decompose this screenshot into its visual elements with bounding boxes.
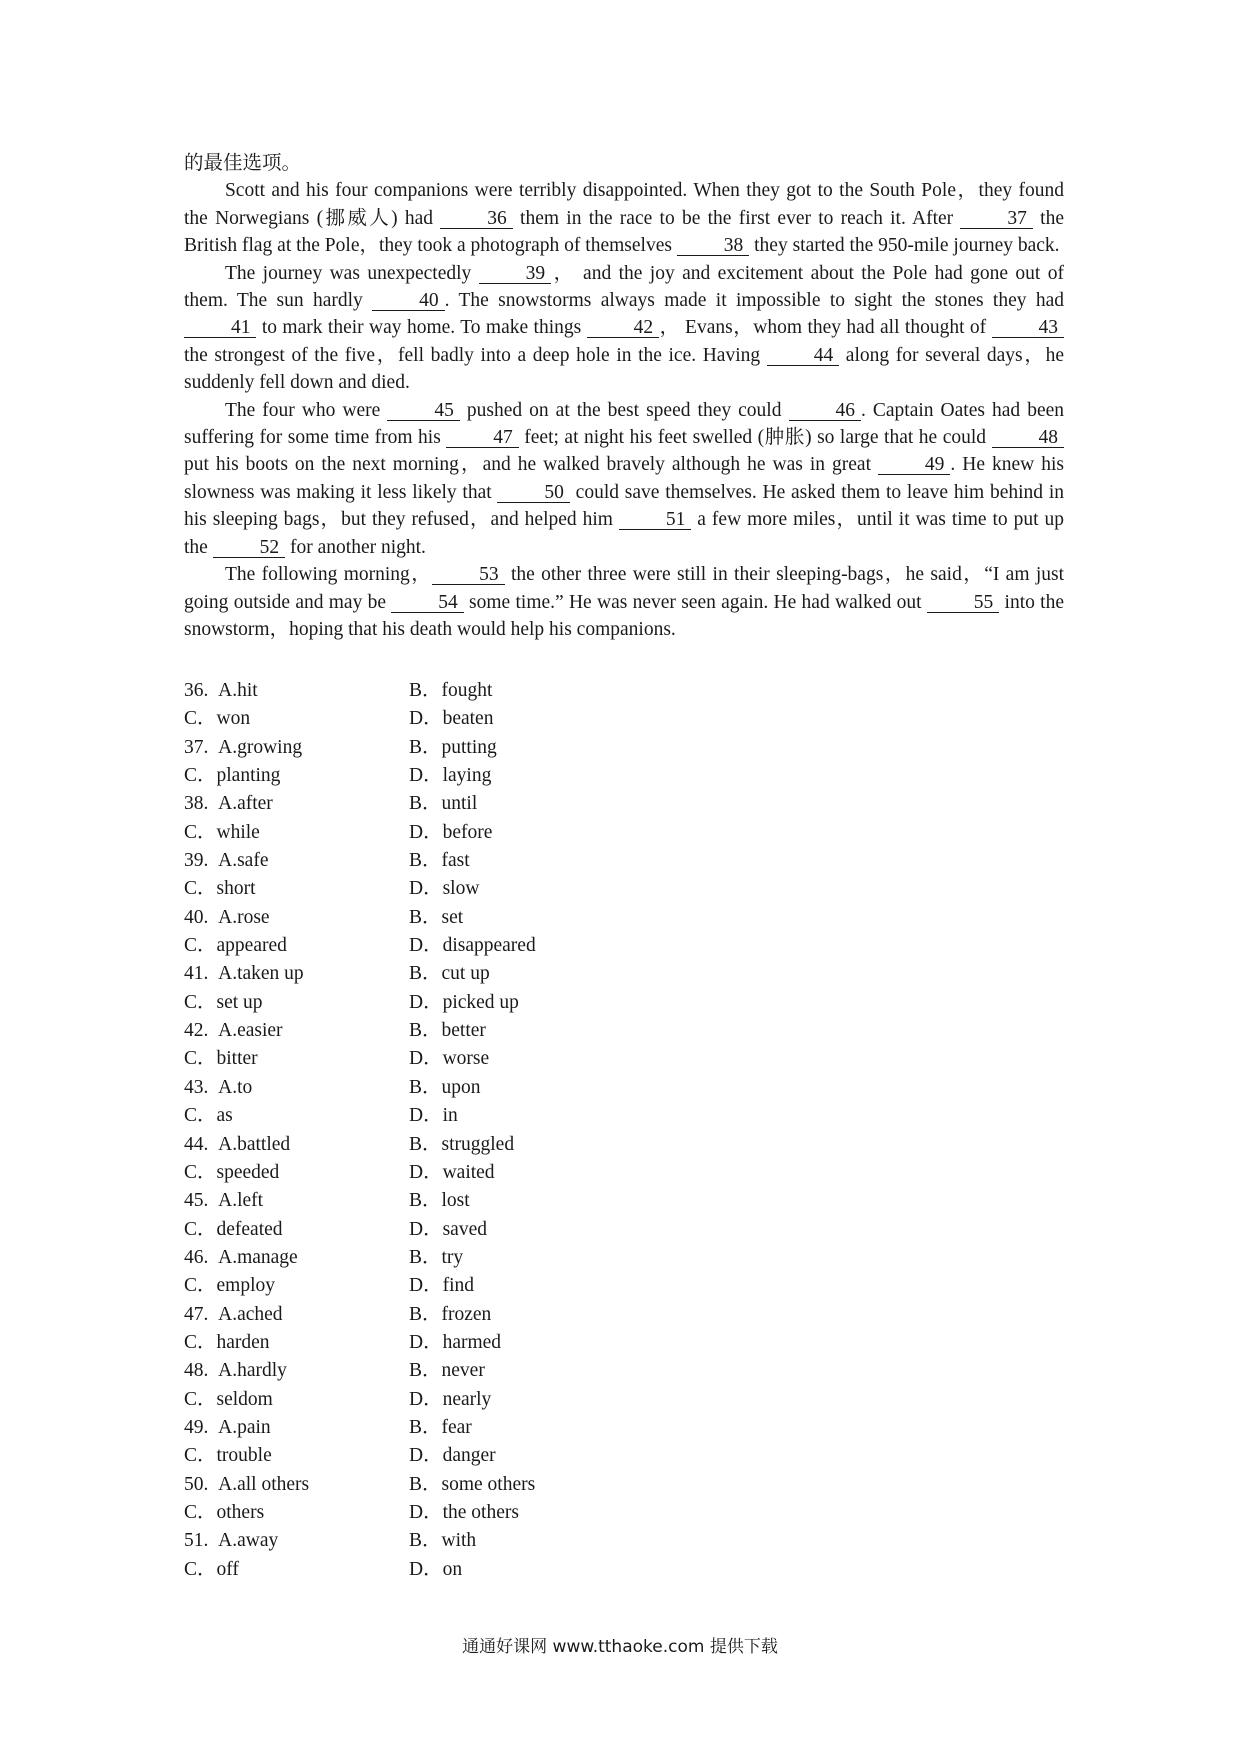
option-c: C．won xyxy=(184,708,251,730)
option-c: C．planting xyxy=(184,765,281,787)
question-number: 46. xyxy=(184,1246,209,1268)
question-47-option-a xyxy=(184,1301,283,1329)
question-37-option-a xyxy=(184,734,302,762)
option-b: B．struggled xyxy=(409,1133,515,1155)
passage-text: into the snowstorm，hoping that his death would help his companions. xyxy=(184,591,1064,640)
blank-41: 41 xyxy=(184,318,256,338)
option-d: D．saved xyxy=(409,1218,487,1240)
passage-text: ， and the joy and excitement about the Pole had gone out of them. The sun hardly xyxy=(184,262,1064,312)
blank-45: 45 xyxy=(387,401,459,421)
passage-text: Scott and his four companions were terribly disappointed. When they got to the South Pole，they found the Norwegians (挪威人) had xyxy=(184,180,1064,229)
option-a: A.pain xyxy=(218,1416,271,1438)
option-a: A.to xyxy=(218,1076,253,1098)
question-number: 48. xyxy=(184,1360,209,1382)
option-b: B．fought xyxy=(409,680,493,701)
blank-43: 43 xyxy=(992,318,1064,338)
passage-text: ， Evans，whom they had all thought of xyxy=(659,317,992,339)
option-b: B．until xyxy=(409,793,478,815)
option-row-36-cd xyxy=(184,705,784,733)
option-a: A.hit xyxy=(218,680,258,701)
option-c: C．trouble xyxy=(184,1445,272,1467)
passage-text: . The snowstorms always made it impossible to sight the stones they had xyxy=(444,290,1064,312)
option-row-43-cd xyxy=(184,1102,784,1130)
blank-39: 39 xyxy=(479,264,551,284)
question-42-option-a xyxy=(184,1017,283,1045)
blank-40: 40 xyxy=(372,291,444,311)
instruction-fragment: 的最佳选项。 xyxy=(184,153,302,174)
option-row-41-ab xyxy=(184,960,784,988)
option-row-48-cd xyxy=(184,1386,784,1414)
question-39-option-a xyxy=(184,847,268,875)
question-40-option-a xyxy=(184,904,270,932)
option-b: B．try xyxy=(409,1246,464,1268)
question-43-option-a xyxy=(184,1074,252,1102)
option-c: C．appeared xyxy=(184,935,287,957)
question-number: 40. xyxy=(184,906,209,928)
option-d: D．danger xyxy=(409,1445,496,1467)
question-number: 44. xyxy=(184,1133,209,1155)
blank-55: 55 xyxy=(927,593,999,613)
passage-text: pushed on at the best speed they could xyxy=(459,399,789,421)
option-row-39-ab xyxy=(184,847,784,875)
question-number: 36. xyxy=(184,680,209,701)
option-row-42-cd xyxy=(184,1045,784,1073)
question-number: 49. xyxy=(184,1416,209,1438)
passage-text: for another night. xyxy=(285,536,426,558)
blank-53: 53 xyxy=(432,565,504,585)
paragraph-2 xyxy=(184,260,1064,397)
blank-44: 44 xyxy=(767,346,839,366)
blank-54: 54 xyxy=(391,593,463,613)
cloze-passage xyxy=(184,150,1064,643)
option-d: D．picked up xyxy=(409,991,519,1013)
question-number: 47. xyxy=(184,1303,209,1325)
blank-50: 50 xyxy=(497,483,569,503)
option-row-38-cd xyxy=(184,819,784,847)
passage-text: the British flag at the Pole，they took a photograph of themselves xyxy=(184,207,1064,257)
option-row-37-cd xyxy=(184,762,784,790)
option-c: C．speeded xyxy=(184,1161,280,1183)
passage-text: to mark their way home. To make things xyxy=(256,317,587,339)
blank-36: 36 xyxy=(440,209,512,229)
option-row-46-cd xyxy=(184,1272,784,1300)
option-row-51-cd xyxy=(184,1556,784,1584)
paragraph-4 xyxy=(184,561,1064,643)
option-row-51-ab xyxy=(184,1527,784,1555)
blank-42: 42 xyxy=(587,318,659,338)
question-36-option-a xyxy=(184,677,258,705)
blank-37: 37 xyxy=(960,209,1032,229)
option-d: D．the others xyxy=(409,1501,519,1523)
paragraph-1 xyxy=(184,177,1064,259)
option-row-44-cd xyxy=(184,1159,784,1187)
option-d: D．on xyxy=(409,1558,463,1580)
option-row-46-ab xyxy=(184,1244,784,1272)
answer-options xyxy=(184,677,784,1584)
blank-51: 51 xyxy=(619,510,691,530)
passage-text: the other three were still in their sleeping-bags，he said，“I am just going outside and may be xyxy=(184,564,1064,613)
option-d: D．waited xyxy=(409,1161,495,1183)
option-c: C．employ xyxy=(184,1275,275,1297)
option-row-41-cd xyxy=(184,989,784,1017)
option-a: A.ached xyxy=(218,1303,283,1325)
option-d: D．disappeared xyxy=(409,935,536,957)
option-row-49-cd xyxy=(184,1442,784,1470)
option-row-49-ab xyxy=(184,1414,784,1442)
option-c: C．set up xyxy=(184,991,263,1013)
blank-48: 48 xyxy=(992,428,1064,448)
option-row-50-cd xyxy=(184,1499,784,1527)
option-a: A.rose xyxy=(218,906,270,928)
option-row-44-ab xyxy=(184,1131,784,1159)
passage-text: put his boots on the next morning，and he walked bravely although he was in great xyxy=(184,454,878,476)
option-b: B．frozen xyxy=(409,1303,492,1325)
question-number: 43. xyxy=(184,1076,209,1098)
option-d: D．before xyxy=(409,821,493,843)
blank-47: 47 xyxy=(446,428,518,448)
option-a: A.taken up xyxy=(218,963,304,985)
option-c: C．seldom xyxy=(184,1388,273,1410)
passage-text: them in the race to be the first ever to reach it. After xyxy=(512,207,961,229)
option-c: C．as xyxy=(184,1105,233,1127)
question-number: 51. xyxy=(184,1530,209,1552)
option-b: B．set xyxy=(409,906,464,928)
option-a: A.after xyxy=(218,793,273,815)
option-b: B．upon xyxy=(409,1076,481,1098)
question-number: 41. xyxy=(184,963,209,985)
option-b: B．never xyxy=(409,1360,485,1382)
question-41-option-a xyxy=(184,960,304,988)
question-number: 38. xyxy=(184,793,209,815)
question-48-option-a xyxy=(184,1357,287,1385)
option-d: D．beaten xyxy=(409,708,494,730)
passage-text: along for several days，he suddenly fell down and died. xyxy=(184,344,1064,394)
option-b: B．fear xyxy=(409,1416,472,1438)
option-a: A.growing xyxy=(218,736,303,758)
question-49-option-a xyxy=(184,1414,271,1442)
option-d: D．find xyxy=(409,1275,474,1297)
question-number: 39. xyxy=(184,850,209,872)
option-c: C．short xyxy=(184,878,256,900)
option-b: B．with xyxy=(409,1530,477,1552)
option-row-47-cd xyxy=(184,1329,784,1357)
option-row-42-ab xyxy=(184,1017,784,1045)
option-b: B．fast xyxy=(409,850,470,872)
option-d: D．laying xyxy=(409,765,492,787)
option-b: B．some others xyxy=(409,1473,536,1495)
blank-49: 49 xyxy=(878,455,950,475)
option-a: A.all others xyxy=(218,1473,310,1495)
option-d: D．harmed xyxy=(409,1331,502,1353)
passage-text: some time.” He was never seen again. He had walked out xyxy=(463,591,927,613)
option-b: B．cut up xyxy=(409,963,490,985)
passage-text: The four who were xyxy=(224,399,388,421)
question-46-option-a xyxy=(184,1244,298,1272)
option-row-43-ab xyxy=(184,1074,784,1102)
option-row-39-cd xyxy=(184,875,784,903)
blank-38: 38 xyxy=(677,236,749,256)
question-number: 50. xyxy=(184,1473,209,1495)
question-number: 45. xyxy=(184,1190,209,1212)
option-a: A.away xyxy=(218,1530,279,1552)
question-50-option-a xyxy=(184,1471,309,1499)
option-a: A.manage xyxy=(218,1246,298,1268)
option-row-37-ab xyxy=(184,734,784,762)
passage-text: The journey was unexpectedly xyxy=(224,262,479,284)
option-row-47-ab xyxy=(184,1301,784,1329)
option-b: B．better xyxy=(409,1020,486,1042)
passage-text: could save themselves. He asked them to leave him behind in his sleeping bags，but they refused，and helped him xyxy=(184,481,1064,531)
option-c: C．bitter xyxy=(184,1048,258,1070)
question-number: 37. xyxy=(184,736,209,758)
option-row-45-cd xyxy=(184,1216,784,1244)
question-45-option-a xyxy=(184,1187,263,1215)
option-c: C．off xyxy=(184,1558,239,1580)
footer-credit: 通通好课网 www.tthaoke.com 提供下载 xyxy=(462,1637,778,1657)
option-row-48-ab xyxy=(184,1357,784,1385)
blank-52: 52 xyxy=(213,538,285,558)
option-b: B．putting xyxy=(409,736,497,758)
blank-46: 46 xyxy=(789,401,861,421)
passage-text: The following morning， xyxy=(224,564,433,586)
passage-text: a few more miles，until it was time to put up the xyxy=(184,509,1064,558)
passage-text: feet; at night his feet swelled (肿胀) so large that he could xyxy=(518,427,992,449)
passage-text: they started the 950-mile journey back. xyxy=(749,235,1060,257)
question-number: 42. xyxy=(184,1020,209,1042)
option-c: C．defeated xyxy=(184,1218,283,1240)
question-38-option-a xyxy=(184,790,273,818)
passage-text: . Captain Oates had been suffering for some time from his xyxy=(184,399,1064,449)
option-b: B．lost xyxy=(409,1190,470,1212)
option-row-45-ab xyxy=(184,1187,784,1215)
paragraph-3 xyxy=(184,397,1064,561)
option-d: D．in xyxy=(409,1105,458,1127)
option-a: A.safe xyxy=(218,850,269,872)
question-51-option-a xyxy=(184,1527,278,1555)
option-row-50-ab xyxy=(184,1471,784,1499)
option-d: D．slow xyxy=(409,878,480,900)
option-c: C．harden xyxy=(184,1331,270,1353)
option-row-36-ab xyxy=(184,677,784,705)
option-a: A.hardly xyxy=(218,1360,287,1382)
option-a: A.battled xyxy=(218,1133,291,1155)
option-row-40-ab xyxy=(184,904,784,932)
option-d: D．nearly xyxy=(409,1388,492,1410)
option-c: C．while xyxy=(184,821,260,843)
option-a: A.easier xyxy=(218,1020,283,1042)
option-c: C．others xyxy=(184,1501,265,1523)
option-a: A.left xyxy=(218,1190,264,1212)
option-row-40-cd xyxy=(184,932,784,960)
question-44-option-a xyxy=(184,1131,290,1159)
option-d: D．worse xyxy=(409,1048,490,1070)
option-row-38-ab xyxy=(184,790,784,818)
passage-text: the strongest of the five，fell badly into a deep hole in the ice. Having xyxy=(184,344,767,366)
passage-text: . He knew his slowness was making it less likely that xyxy=(184,454,1065,503)
